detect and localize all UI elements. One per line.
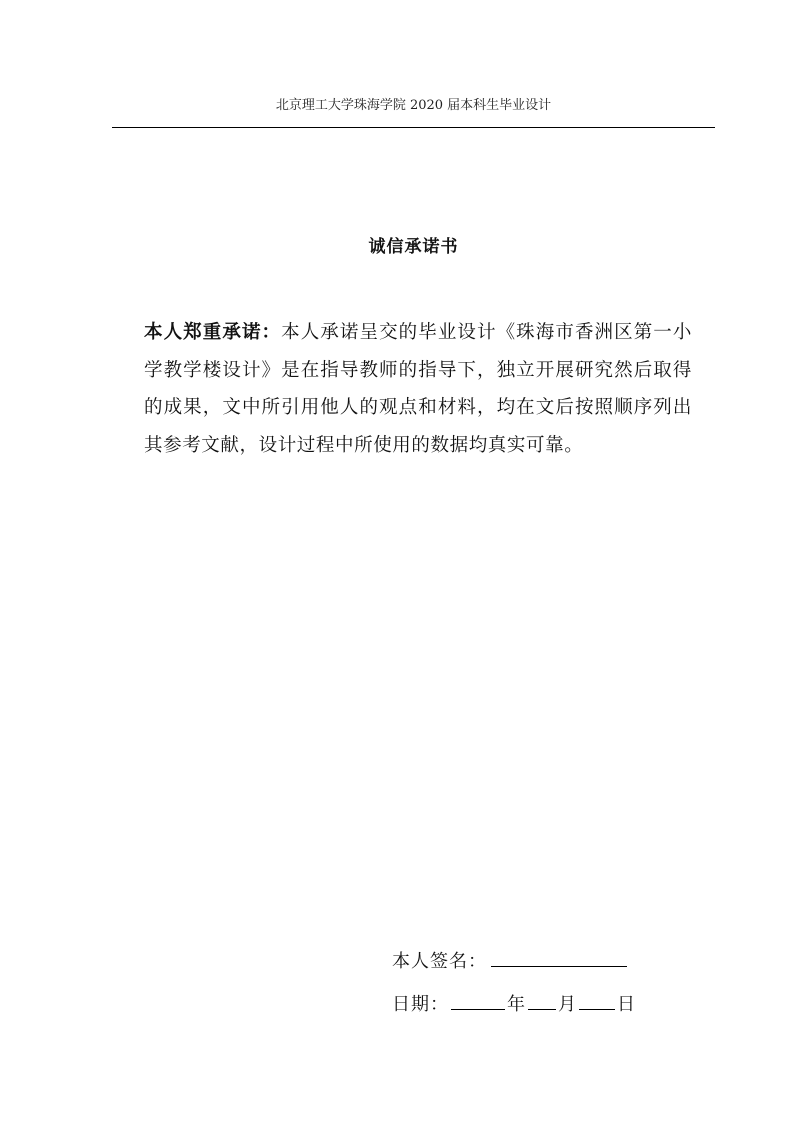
page-header: 北京理工大学珠海学院 2020 届本科生毕业设计 xyxy=(275,98,552,113)
signature-row xyxy=(392,947,629,973)
declaration-text: 本人承诺呈交的毕业设计《珠海市香洲区第一小学教学楼设计》是在指导教师的指导下，独立开展研究然后取得的成果，文中所引用他人的观点和材料，均在文后按照顺序列出其参考文献，设计过程中所使用的数据均真实可靠。 xyxy=(144,322,692,456)
signature-label: 本人签名： xyxy=(392,951,487,972)
day-label: 日 xyxy=(617,994,636,1015)
signature-blank xyxy=(491,948,627,967)
day-blank xyxy=(579,991,615,1010)
declaration-paragraph xyxy=(144,314,692,464)
year-label: 年 xyxy=(507,994,526,1015)
declaration-lead: 本人郑重承诺： xyxy=(144,322,282,343)
date-label: 日期： xyxy=(392,994,449,1015)
document-title: 诚信承诺书 xyxy=(368,237,459,257)
month-label: 月 xyxy=(558,994,577,1015)
header-divider xyxy=(112,127,715,128)
date-row xyxy=(392,990,636,1016)
month-blank xyxy=(528,991,556,1010)
year-blank xyxy=(451,991,505,1010)
